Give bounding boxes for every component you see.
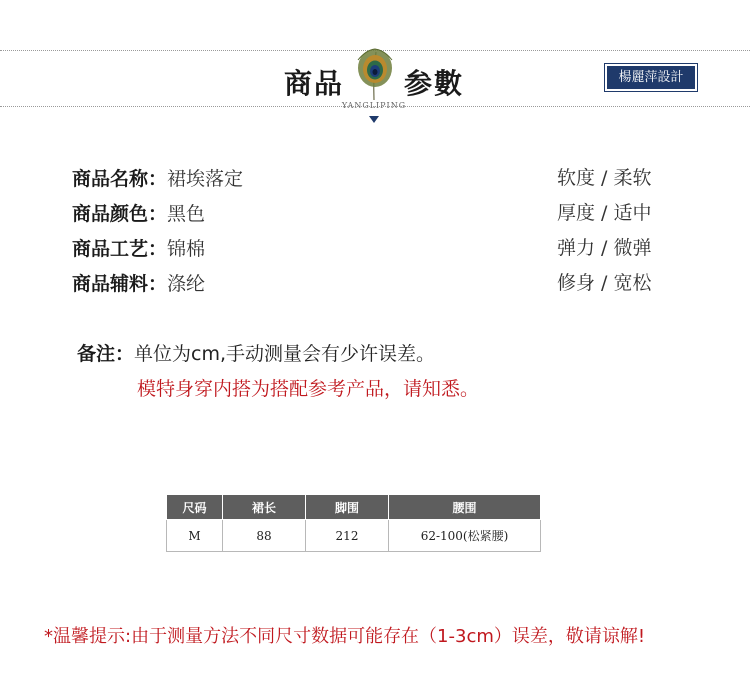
size-cell: 88 [223, 520, 306, 552]
size-cell: M [167, 520, 223, 552]
size-table [166, 494, 541, 552]
size-table-header-row [167, 495, 541, 520]
header-subtitle: YANGLIPING [341, 101, 407, 110]
table-row [167, 520, 541, 552]
attr-label: 商品名称： [72, 168, 168, 190]
prop-softness: 软度 / 柔软 [557, 167, 652, 189]
attr-row-color [72, 202, 205, 226]
size-col-header: 裙长 [223, 495, 306, 520]
attr-label: 商品辅料： [72, 273, 168, 295]
size-col-header: 腰围 [389, 495, 541, 520]
prop-fit: 修身 / 宽松 [557, 272, 652, 294]
size-col-header: 脚围 [306, 495, 389, 520]
attr-label: 商品颜色： [72, 203, 168, 225]
note-line-2: 模特身穿内搭为搭配参考产品，请知悉。 [137, 378, 480, 400]
size-cell: 212 [306, 520, 389, 552]
attr-row-accessory [72, 272, 205, 296]
note-text-1: 单位为cm,手动测量会有少许误差。 [134, 343, 436, 365]
header-title-left: 商品 [284, 67, 345, 100]
brand-badge: 楊麗萍設計 [607, 66, 695, 89]
header-down-triangle-icon [369, 116, 379, 123]
attr-value: 锦棉 [167, 238, 206, 260]
attr-row-name [72, 167, 243, 191]
prop-thickness: 厚度 / 适中 [557, 202, 652, 224]
footer-tip: *温馨提示:由于测量方法不同尺寸数据可能存在（1-3cm）误差，敬请谅解! [44, 626, 646, 647]
attr-value: 裙埃落定 [167, 168, 244, 190]
attr-value: 涤纶 [167, 273, 206, 295]
header-title-right: 参數 [404, 67, 465, 100]
prop-elasticity: 弹力 / 微弹 [557, 237, 652, 259]
note-line-1 [77, 342, 435, 366]
attr-row-craft [72, 237, 205, 261]
attr-label: 商品工艺： [72, 238, 168, 260]
size-col-header: 尺码 [167, 495, 223, 520]
attr-value: 黑色 [167, 203, 206, 225]
size-cell: 62-100(松紧腰) [389, 520, 541, 552]
peacock-feather-icon [346, 46, 402, 102]
note-label: 备注： [77, 343, 135, 365]
